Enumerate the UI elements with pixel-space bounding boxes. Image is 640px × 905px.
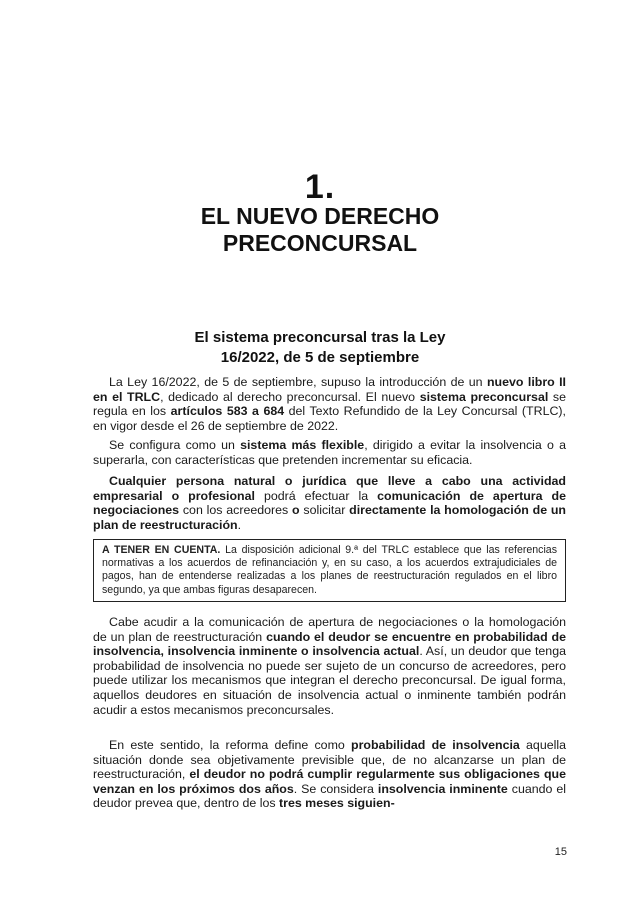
- bold-text-run: Cualquier persona natural o jurídica que lleve a cabo una actividad empresarial o profesional: [93, 474, 566, 503]
- text-run: .: [237, 517, 242, 532]
- text-run: La Ley 16/2022, de 5 de septiembre, supuso la introducción de un: [109, 375, 487, 389]
- text-run: . Así, un deudor que tenga probabilidad de insolvencia no puede ser sujeto de un concurso de acreedores, pero puede utilizar los mecanismos que integran el derecho preconcursal. De igual forma, aquellos deudores en situación de insolvencia actual o inminente también podrán acudir a estos mecanismos preconcursales.: [93, 644, 566, 717]
- bold-text-run: artículos 583 a 684: [170, 404, 285, 419]
- chapter-title: [0, 203, 640, 257]
- text-run: cuando el deudor prevea que, dentro de los: [93, 781, 566, 811]
- note-text: La disposición adicional 9.ª del TRLC establece que las referencias normativas a los acuerdos de refinanciación y, en su caso, a los acuerdos extrajudiciales de pagos, han de entenderse realizadas a los planes de reestructuración regulados en el libro segundo, ya que ambas figuras desaparecen.: [102, 544, 557, 596]
- bold-text-run: sistema más flexible: [240, 438, 365, 452]
- text-run: solicitar: [299, 503, 350, 518]
- bold-text-run: directamente la homologación de un plan de reestructuración: [93, 503, 566, 532]
- bold-text-run: insolvencia inminente: [377, 781, 508, 796]
- text-run: aquella situación donde sea objetivamente previsible que, de no alcanzarse un plan de reestructuración,: [93, 738, 566, 782]
- bold-text-run: sistema preconcursal: [419, 389, 549, 404]
- text-run: se regula en los: [93, 389, 566, 419]
- bold-text-run: comunicación de apertura de negociaciones: [93, 488, 566, 518]
- text-run: con los acreedores: [179, 503, 293, 518]
- bold-text-run: nuevo libro II en el TRLC: [93, 375, 567, 404]
- paragraph-1: [93, 375, 566, 433]
- page-number: 15: [554, 846, 567, 858]
- note-label: A TENER EN CUENTA.: [102, 544, 221, 556]
- bold-text-run: tres meses siguien-: [279, 796, 395, 811]
- section-title-line-2: 16/2022, de 5 de septiembre: [220, 349, 420, 366]
- chapter-title-line-2: PRECONCURSAL: [222, 230, 418, 256]
- text-run: Cabe acudir a la comunicación de apertura de negociaciones o la homologación de un plan de reestructuración: [93, 615, 566, 644]
- chapter-title-line-1: EL NUEVO DERECHO: [200, 203, 440, 229]
- section-title: [0, 328, 640, 368]
- text-run: . Se considera: [293, 781, 378, 796]
- paragraph-5: [93, 738, 566, 811]
- text-run: , dedicado al derecho preconcursal. El nuevo: [160, 389, 420, 404]
- text-run: podrá efectuar la: [254, 488, 378, 503]
- section-title-line-1: El sistema preconcursal tras la Ley: [194, 329, 446, 346]
- bold-text-run: probabilidad de insolvencia: [351, 738, 520, 752]
- bold-text-run: el deudor no podrá cumplir regularmente sus obligaciones que venzan en los próximos dos años: [93, 767, 566, 796]
- chapter-number: 1.: [304, 168, 336, 206]
- paragraph-4: [93, 615, 566, 717]
- text-run: En este sentido, la reforma define como: [109, 738, 352, 752]
- bold-text-run: o: [292, 503, 300, 518]
- bold-text-run: cuando el deudor se encuentre en probabilidad de insolvencia, insolvencia inminente o insolvencia actual: [93, 629, 566, 659]
- text-run: Se configura como un: [109, 438, 241, 452]
- note-box: [93, 539, 566, 602]
- text-run: del Texto Refundido de la Ley Concursal (TRLC), en vigor desde el 26 de septiembre de 2022.: [93, 404, 566, 433]
- text-run: , dirigido a evitar la insolvencia o a superarla, con características que pretenden incrementar su eficacia.: [93, 438, 567, 467]
- paragraph-2: [93, 438, 566, 467]
- paragraph-3: [93, 474, 566, 532]
